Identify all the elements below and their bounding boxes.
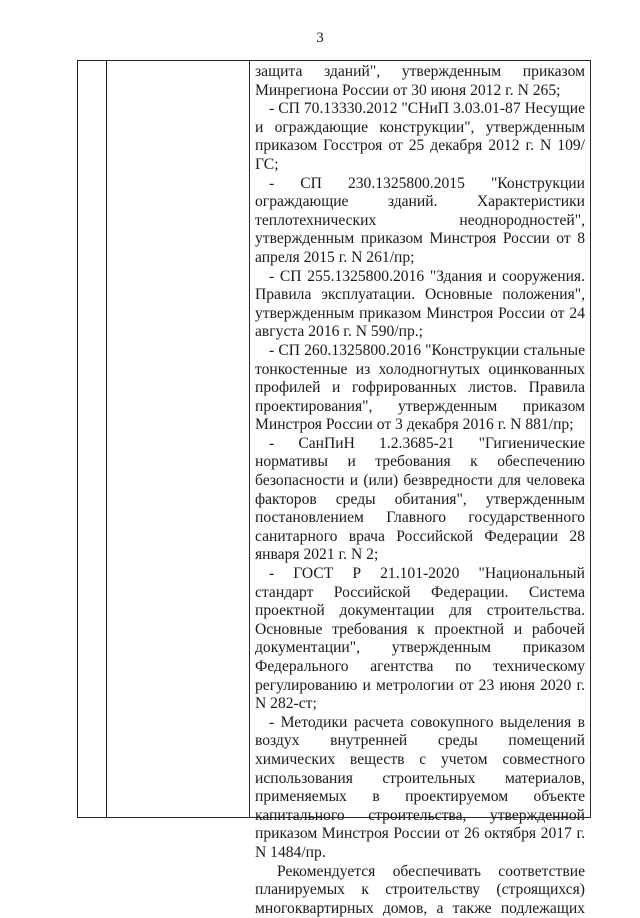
page-number: 3: [316, 30, 324, 46]
paragraph-continuation: защита зданий", утвержденным приказом Минрегиона России от 30 июня 2012 г. N 265;: [255, 63, 585, 99]
recommendation-paragraph: Рекомендуется обеспечивать соответствие планируемых к строительству (строящихся) многоквартирных домов, а также подлежащих: [255, 862, 585, 917]
list-item-sanpin: - СанПиН 1.2.3685-21 "Гигиенические нормативы и требования к обеспечению безопасности и (или) безвредности для человека факторов среды обитания", утвержденным постановлением Главного государственного санитарного врача Российской Федерации 28 января 2021 г. N 2;: [255, 434, 585, 564]
list-item-sp-255: - СП 255.1325800.2016 "Здания и сооружения. Правила эксплуатации. Основные положения", утвержденным приказом Минстроя России от 24 августа 2016 г. N 590/пр.;: [255, 267, 585, 341]
table-column-divider: [106, 61, 107, 817]
table-column-divider: [249, 61, 250, 817]
list-item-gost: - ГОСТ Р 21.101-2020 "Национальный стандарт Российской Федерации. Система проектной документации для строительства. Основные требования к проектной и рабочей документации", утвержденным приказом Федерального агентства по техническому регулированию и метрологии от 23 июня 2020 г. N 282-ст;: [255, 565, 585, 713]
list-item-sp-70: - СП 70.13330.2012 "СНиП 3.03.01-87 Несущие и ограждающие конструкции", утвержденным приказом Госстроя от 25 декабря 2012 г. N 109/ГС;: [255, 100, 585, 173]
list-item-sp-230: - СП 230.1325800.2015 "Конструкции ограждающие зданий. Характеристики теплотехнических неоднородностей", утвержденным приказом Минстроя России от 8 апреля 2015 г. N 261/пр;: [255, 174, 585, 266]
table-text-cell: [255, 63, 585, 918]
list-item-sp-260: - СП 260.1325800.2016 "Конструкции стальные тонкостенные из холодногнутых оцинкованных профилей и гофрированных листов. Правила проектирования", утвержденным приказом Минстроя России от 3 декабря 2016 г. N 881/пр;: [255, 341, 585, 434]
document-table: [77, 60, 591, 917]
list-item-methodology: - Методики расчета совокупного выделения в воздух внутренней среды помещений химических веществ с учетом совместного использования строительных материалов, применяемых в проектируемом объекте капитального строительства, утвержденной приказом Минстроя России от 26 октября 2017 г. N 1484/пр.: [255, 713, 585, 861]
